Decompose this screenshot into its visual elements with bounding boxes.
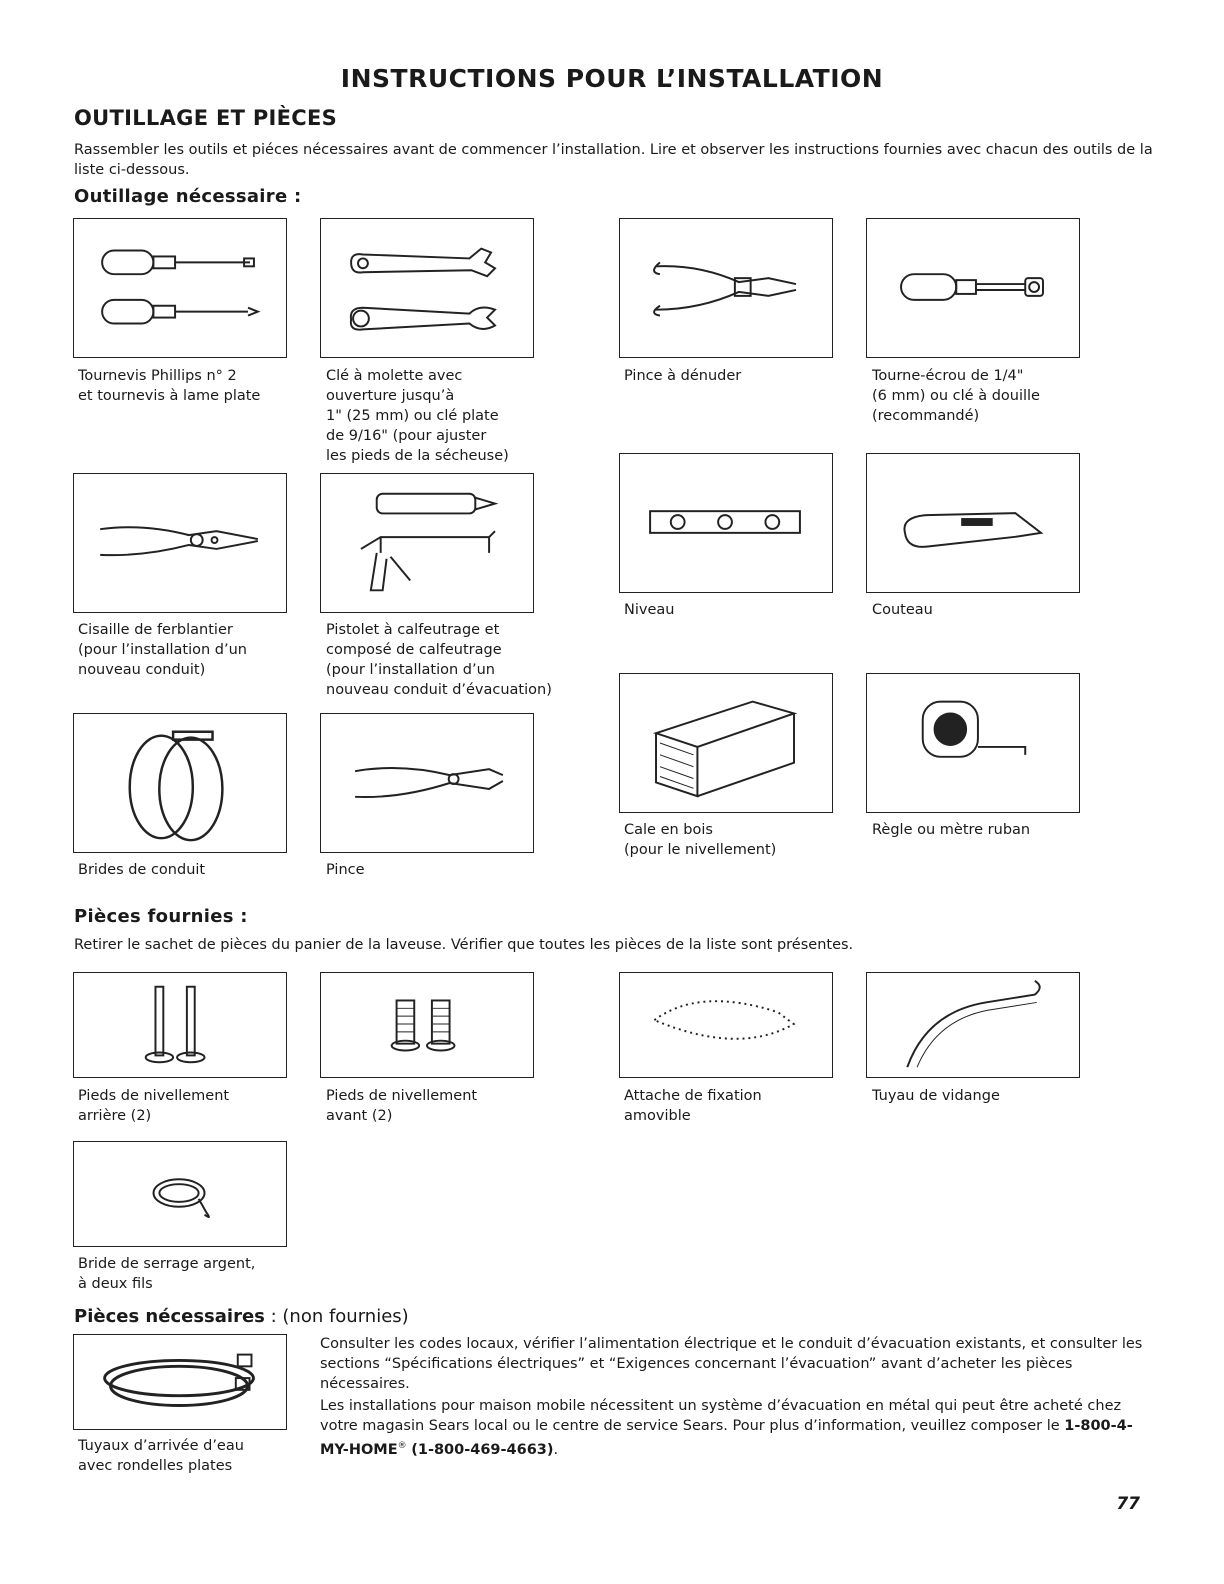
caption-tape: Règle ou mètre ruban	[872, 822, 1031, 838]
knife-image	[866, 453, 1080, 593]
water-hoses-icon	[74, 1335, 286, 1429]
caption-clamp: Bride de serrage argent, à deux fils	[78, 1256, 256, 1292]
needed-heading-rest: : (non fournies)	[264, 1306, 409, 1327]
hoses-image	[73, 1334, 287, 1430]
level-image	[619, 453, 833, 593]
caption-snips: Cisaille de ferblantier (pour l’installation d’un nouveau conduit)	[78, 622, 247, 678]
stripper-image	[619, 218, 833, 358]
rear-feet-image	[73, 972, 287, 1078]
nut-driver-icon	[867, 219, 1079, 357]
hose-clamp-icon	[74, 1142, 286, 1246]
tin-snips-icon	[74, 474, 286, 612]
needed-paragraph-2: Les installations pour maison mobile nécessitent un système d’évacuation en métal qui peut être acheté chez votre magasin Sears local ou le centre de service Sears. Pour plus d’information, veuillez composer le 1-800-4-MY-HOME® (1-800-469-4663).	[320, 1398, 1133, 1458]
cable-tie-icon	[620, 973, 832, 1077]
wire-stripper-icon	[620, 219, 832, 357]
caulk-image	[320, 473, 534, 613]
needed-heading	[74, 1306, 409, 1327]
page-title: INSTRUCTIONS POUR L’INSTALLATION	[340, 64, 884, 93]
needed-heading-bold: Pièces nécessaires	[74, 1306, 265, 1327]
parts-heading: Pièces fournies :	[74, 906, 248, 927]
front-feet-image	[320, 972, 534, 1078]
caulk-gun-icon	[321, 474, 533, 612]
utility-knife-icon	[867, 454, 1079, 592]
caption-caulk: Pistolet à calfeutrage et composé de calfeutrage (pour l’installation d’un nouveau conduit d’évacuation)	[326, 622, 552, 698]
caption-knife: Couteau	[872, 602, 933, 618]
caption-front-feet: Pieds de nivellement avant (2)	[326, 1088, 478, 1124]
tools-heading: Outillage nécessaire :	[74, 186, 302, 207]
caption-tie: Attache de fixation amovible	[624, 1088, 762, 1124]
caption-block: Cale en bois (pour le nivellement)	[624, 822, 777, 858]
pliers-image	[320, 713, 534, 853]
caption-stripper: Pince à dénuder	[624, 368, 742, 384]
caption-screwdrivers: Tournevis Phillips n° 2 et tournevis à lame plate	[78, 368, 261, 404]
clamp-image	[73, 1141, 287, 1247]
snips-image	[73, 473, 287, 613]
caption-clamps: Brides de conduit	[78, 862, 206, 878]
parts-intro: Retirer le sachet de pièces du panier de la laveuse. Vérifier que toutes les pièces de la liste sont présentes.	[74, 937, 854, 953]
drain-hose-icon	[867, 973, 1079, 1077]
caption-nutdriver: Tourne-écrou de 1/4" (6 mm) ou clé à douille (recommandé)	[872, 368, 1040, 424]
clamps-image	[73, 713, 287, 853]
registered-mark: ®	[397, 1441, 407, 1451]
phone-vanity: 1-800-4-MY-HOME	[320, 1418, 1133, 1458]
drain-image	[866, 972, 1080, 1078]
front-leveling-feet-icon	[321, 973, 533, 1077]
phone-number: (1-800-469-4663)	[411, 1441, 554, 1458]
nutdriver-image	[866, 218, 1080, 358]
block-image	[619, 673, 833, 813]
needed-paragraph-2-text: Les installations pour maison mobile nécessitent un système d’évacuation en métal qui peut être acheté chez votre magasin Sears local ou le centre de service Sears. Pour plus d’information, veuillez composer le	[320, 1398, 1122, 1434]
caption-hoses: Tuyaux d’arrivée d’eau avec rondelles plates	[78, 1438, 244, 1474]
rear-leveling-feet-icon	[74, 973, 286, 1077]
level-icon	[620, 454, 832, 592]
needed-paragraph-1: Consulter les codes locaux, vérifier l’alimentation électrique et le conduit d’évacuation existants, et consulter les sections “Spécifications électriques” et “Exigences concernant l’évacuation” avant d’acheter les pièces nécessaires.	[320, 1336, 1143, 1392]
tape-image	[866, 673, 1080, 813]
page-number: 77	[1116, 1494, 1140, 1514]
wrench-icon	[321, 219, 533, 357]
section-heading: OUTILLAGE ET PIÈCES	[74, 106, 338, 130]
caption-level: Niveau	[624, 602, 675, 618]
caption-pliers: Pince	[326, 862, 365, 878]
caption-rear-feet: Pieds de nivellement arrière (2)	[78, 1088, 230, 1124]
caption-wrench: Clé à molette avec ouverture jusqu’à 1" (25 mm) ou clé plate de 9/16" (pour ajuster les pieds de la sécheuse)	[326, 368, 509, 464]
tape-measure-icon	[867, 674, 1079, 812]
screwdrivers-icon	[74, 219, 286, 357]
wood-block-icon	[620, 674, 832, 812]
wrench-image	[320, 218, 534, 358]
tie-image	[619, 972, 833, 1078]
duct-clamps-icon	[74, 714, 286, 852]
intro-paragraph: Rassembler les outils et piéces nécessaires avant de commencer l’installation. Lire et observer les instructions fournies avec chacun des outils de la liste ci-dessous.	[74, 142, 1153, 178]
screwdrivers-image	[73, 218, 287, 358]
pliers-icon	[321, 714, 533, 852]
caption-drain: Tuyau de vidange	[872, 1088, 1000, 1104]
